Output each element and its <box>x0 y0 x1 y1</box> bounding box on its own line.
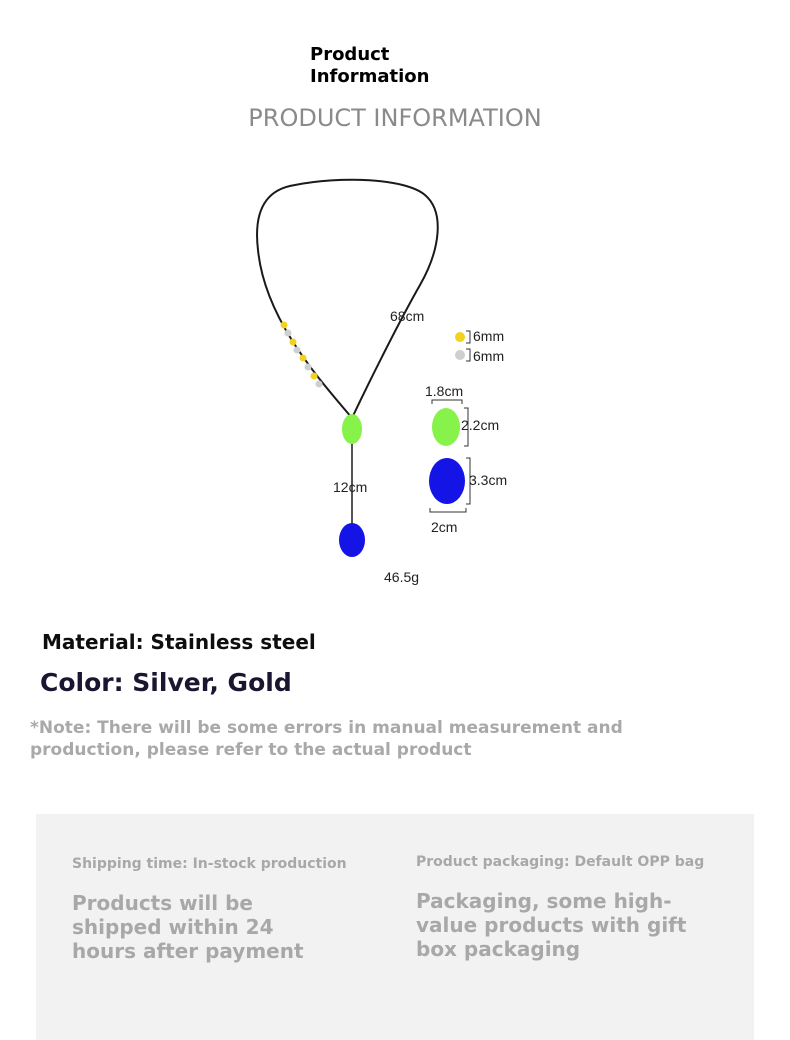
blue-height-label: 3.3cm <box>469 472 508 488</box>
green-pendant <box>342 414 362 444</box>
bead-gold-size-label: 6mm <box>473 328 505 344</box>
chain-length-label: 68cm <box>390 308 425 324</box>
bead-gold <box>281 322 288 329</box>
page-title: Product Information <box>310 44 430 87</box>
green-width-label: 1.8cm <box>425 383 464 399</box>
bead-gold-legend <box>455 332 465 342</box>
bead-silver-legend <box>455 350 465 360</box>
bead-gold <box>290 339 297 346</box>
bead-silver-size-label: 6mm <box>473 348 505 364</box>
packaging-text: Packaging, some high-value products with gift box packaging <box>416 889 687 961</box>
material-spec: Material: Stainless steel <box>42 630 316 654</box>
weight-label: 46.5g <box>384 569 420 585</box>
green-pendant-detail <box>432 408 460 446</box>
bead-gold <box>300 355 307 362</box>
necklace-chain <box>257 180 438 418</box>
drop-length-label: 12cm <box>333 479 368 495</box>
blue-pendant <box>339 523 365 557</box>
packaging-label: Product packaging: Default OPP bag <box>416 854 705 870</box>
shipping-label: Shipping time: In-stock production <box>72 856 347 872</box>
shipping-text: Products will be shipped within 24 hours after payment <box>72 891 304 963</box>
bead-silver <box>294 347 301 354</box>
measurement-note: *Note: There will be some errors in manual measurement and production, please refer to the actual product <box>30 718 623 760</box>
shipping-packaging-panel <box>36 814 754 1040</box>
color-spec: Color: Silver, Gold <box>40 668 292 697</box>
bead-silver <box>305 364 312 371</box>
blue-width-label: 2cm <box>431 519 458 535</box>
bead-gold <box>311 373 318 380</box>
bead-silver <box>316 381 323 388</box>
bead-silver <box>285 330 292 337</box>
green-height-label: 2.2cm <box>461 417 500 433</box>
blue-pendant-detail <box>429 458 465 504</box>
section-heading: PRODUCT INFORMATION <box>248 104 542 132</box>
